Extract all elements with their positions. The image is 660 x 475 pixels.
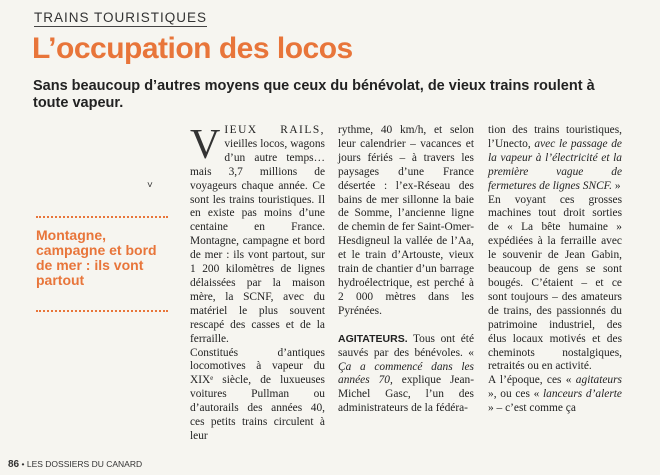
section-kicker: AGITATEURS. [338, 332, 408, 345]
column-2-paragraph-2 [338, 333, 474, 416]
article-lead: Sans beaucoup d’autres moyens que ceux du bénévolat, de vieux trains roulent à toute vapeur. [33, 78, 595, 111]
pull-quote-top-rule [36, 216, 168, 218]
column-3-text-c: A l’époque, ces « [488, 374, 576, 387]
column-3-paragraph-3 [488, 374, 622, 416]
column-3-paragraph-2: En voyant ces grosses machines tout droit sorties de « La bête humaine » expédiées à la ferraille avec le souvenir de Jean Gabin, beaucoup de gens se sont bougés. C’étaient – et ce sont toujours – des amateurs de trains, des passionnés du patrimoine industriel, des élus locaux motivés et des cheminots nostalgiques, retraités ou en activité. [488, 193, 622, 373]
column-2-text-a: Tous ont été sauvés par des bénévoles. « [338, 332, 474, 359]
column-3-italic-1: agitateurs [575, 374, 622, 387]
column-2-paragraph-1: rythme, 40 km/h, et selon leur calendrier – vacances et jours fériés – à travers les paysages d’une France désertée : l’ex-Réseau des bains de mer sillonne la baie de Somme, l’ancienne ligne de chemin de fer Saint-Omer-Hesdigneul la vallée de l’Aa, et le train d’Artouste, vieux train de chantier d’un barrage hydroélectrique, est perché à 2 000 mètres dans les Pyrénées. [338, 124, 474, 317]
pull-quote: Montagne, campagne et bord de mer : ils vont partout [36, 227, 157, 288]
page-footer [8, 459, 142, 470]
column-2-text-b: explique Jean-Michel Gasc, l’un des administrateurs de la fédéra- [338, 374, 474, 415]
column-3-italic-2: lanceurs d’alerte [543, 388, 622, 401]
footer-separator: • [21, 459, 25, 469]
publication-name: LES DOSSIERS DU CANARD [26, 459, 143, 469]
column-3-paragraph-1 [488, 124, 622, 194]
column-3-text-b: » [612, 179, 621, 192]
pull-quote-bottom-rule [36, 310, 168, 312]
margin-mark: ˅ [147, 180, 153, 191]
article-column-3 [488, 124, 622, 416]
column-3-text-a: tion des trains touristiques, l’Unecto, [488, 124, 622, 150]
section-rubric: TRAINS TOURISTIQUES [34, 10, 208, 25]
column-3-quote: avec le passage de la vapeur à l’électricité et la première vague de fermetures de lignes SNCF. [488, 137, 622, 192]
drop-cap: V [190, 122, 221, 168]
page-number: 86 [8, 459, 20, 470]
article-column-1 [190, 124, 325, 444]
column-1-paragraph-2: Constitués d’antiques locomotives à vapeur du XIXᵉ siècle, de luxueuses voitures Pullman ou d’autorails des années 40, ces petits trains circulent à leur [190, 346, 325, 442]
column-2-quote: Ça a commencé dans les années 70, [338, 360, 474, 387]
article-column-2 [338, 124, 474, 416]
column-1-paragraph-1 [190, 124, 325, 347]
column-1-text-1: vieilles locos, wagons d’un autre temps… mais 3,7 millions de voyageurs chaque année. Ce sont les trains touristiques. Il en existe pas moins d’une centaine en France. Montagne, campagne et bord de mer : ils vont partout, sur 1 200 kilomètres de lignes délaissées par la maison mère, la SCNF, avec du matériel le plus souvent rescapé des casses et de la ferraille. [190, 137, 325, 345]
opening-smallcaps: IEUX RAILS, [224, 124, 325, 136]
article-title: L’occupation des locos [32, 32, 353, 65]
column-3-text-d: », ou ces « [488, 388, 543, 401]
column-3-text-e: » – c’est comme ça [488, 402, 576, 415]
